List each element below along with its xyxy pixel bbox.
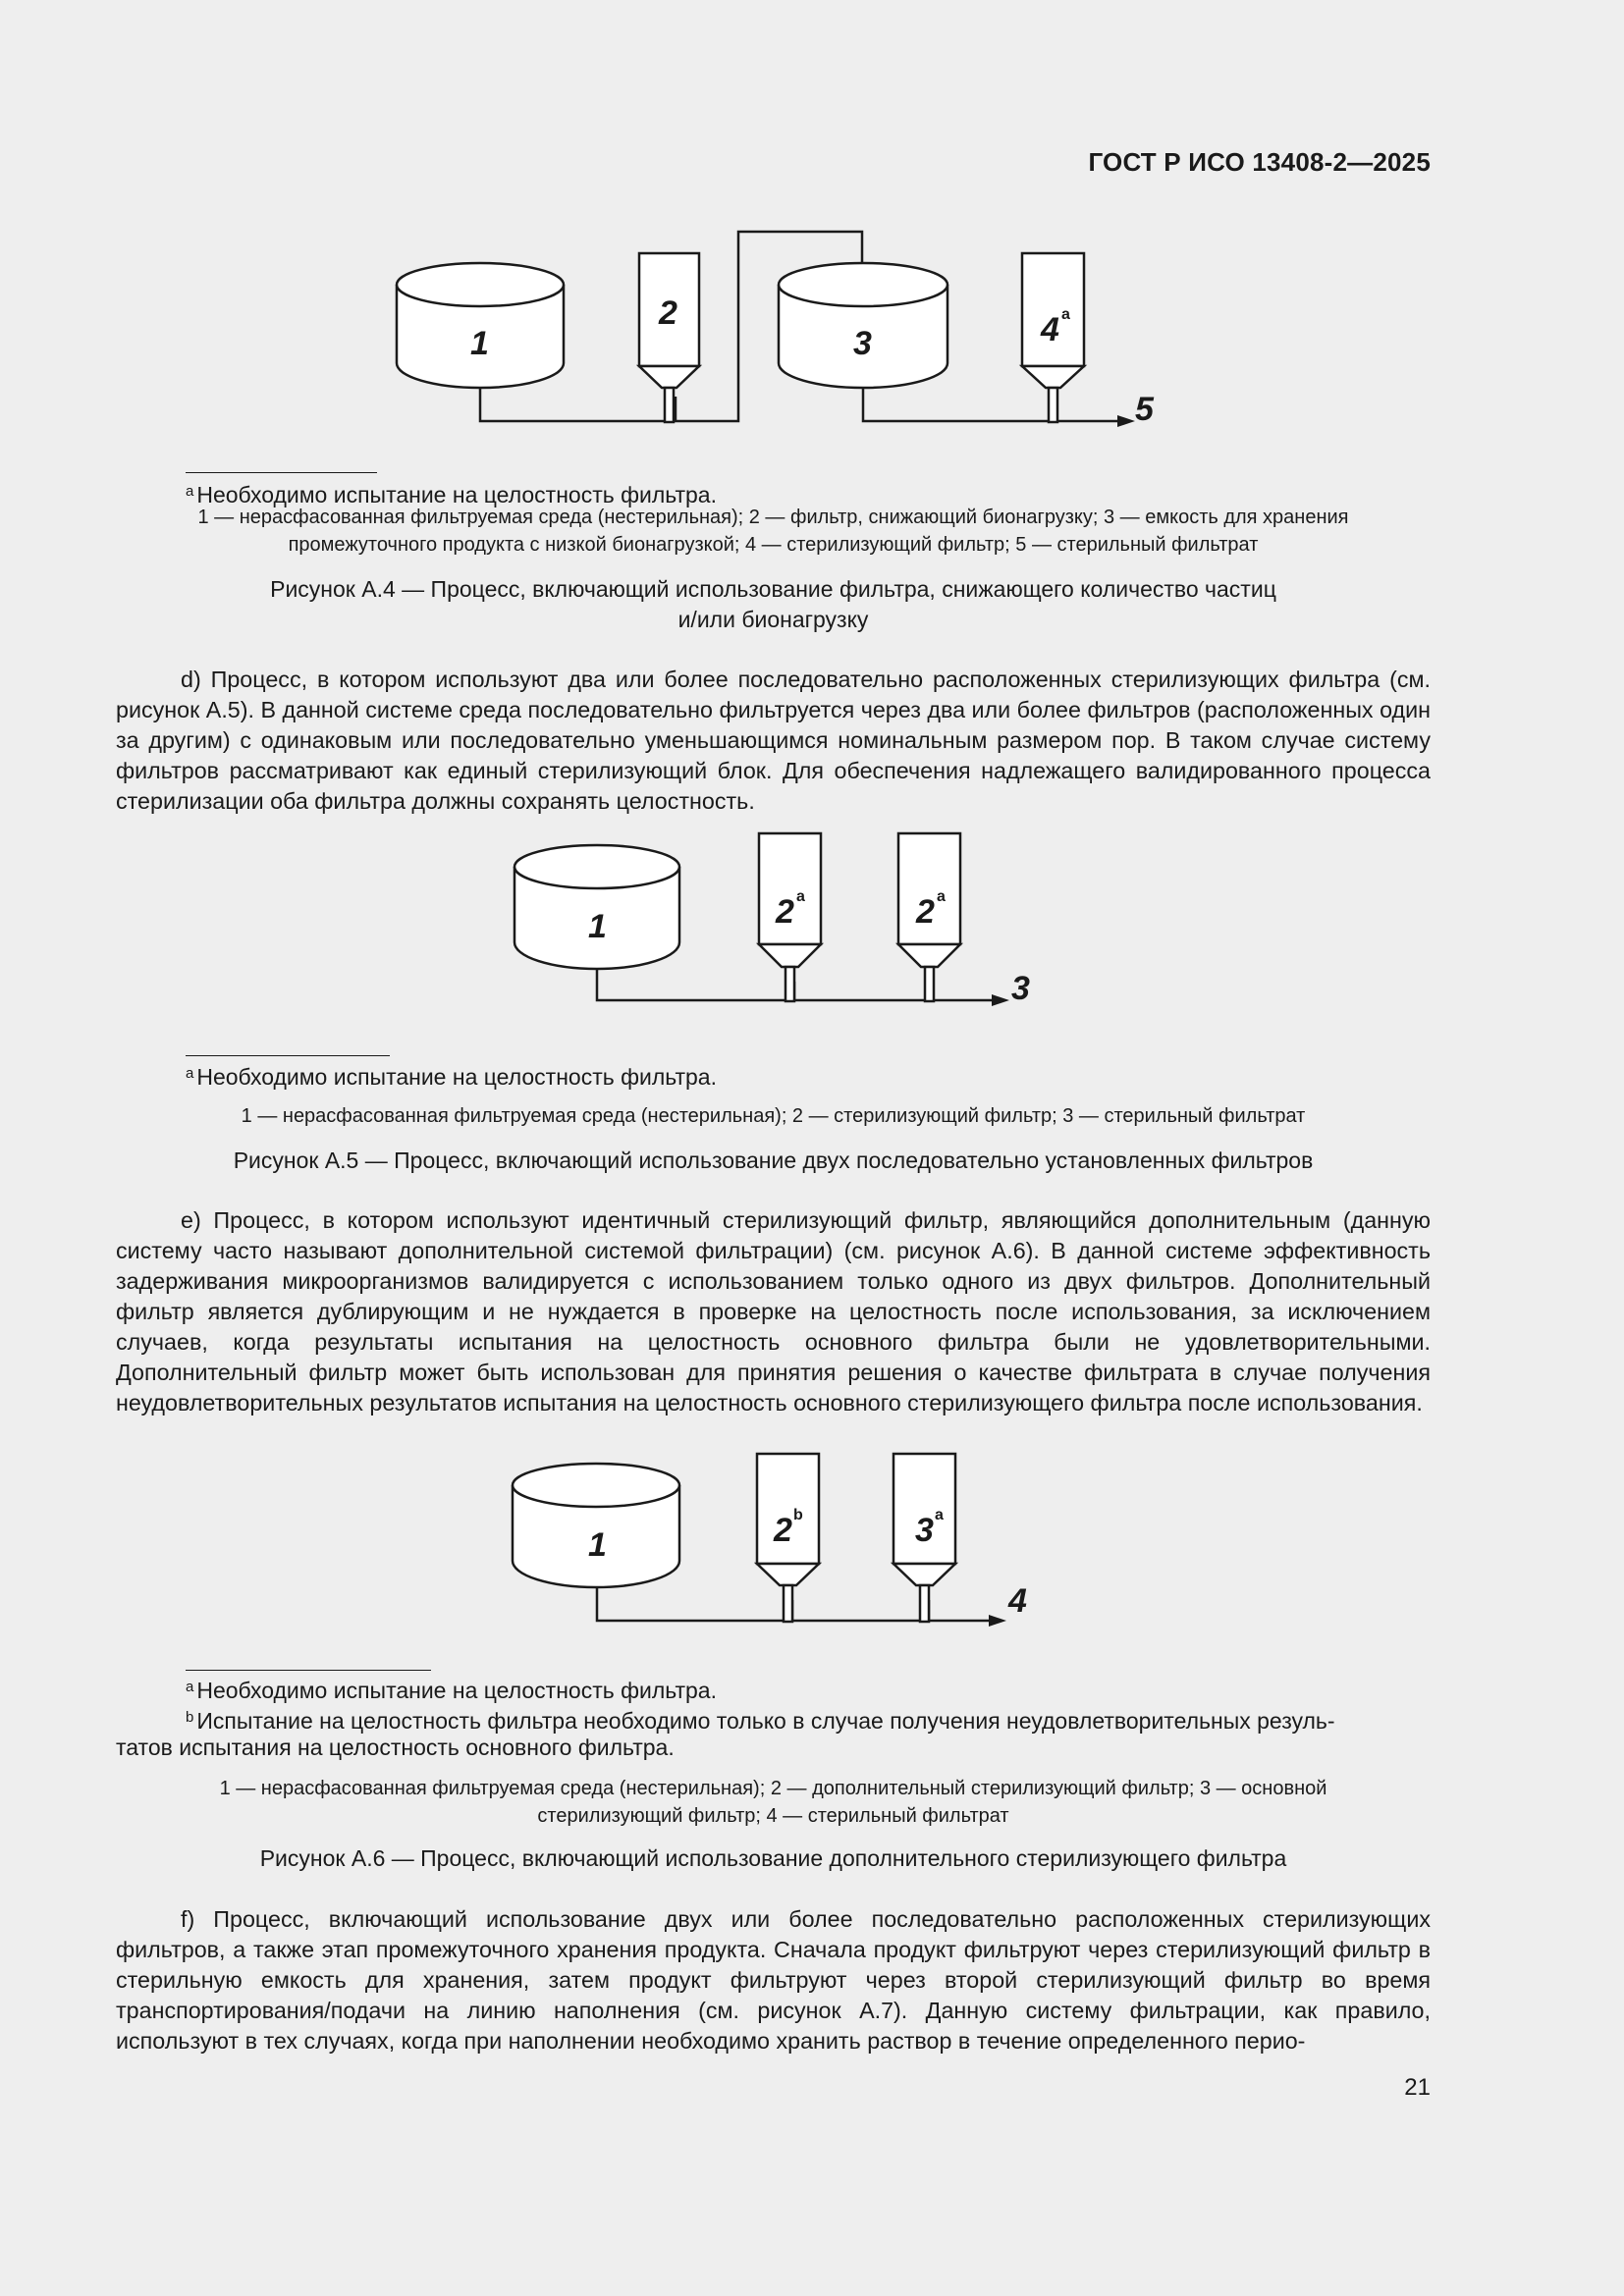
footnote-a: $^a$ Необходимо испытание на целостность фильтра.	[186, 482, 717, 507]
label-5: 5	[1135, 391, 1154, 428]
label-2-first-superscript: a	[796, 888, 805, 905]
filter-3-outlet	[920, 1585, 929, 1622]
paragraph-e: e) Процесс, в котором используют идентичный стерилизующий фильтр, являющийся дополнительным (данную систему часто называют дополнительной системой фильтрации) (см. рисунок А.6). В данной системе эффективность задерживания микроорганизмов валидируется с использованием только одного из двух фильтров. Дополнительный фильтр является дублирующим и не нуждается в проверке на целостность после использования, за исключением случаев, когда результаты испытания на целостность основного фильтра были не удовлетворительными. Дополнительный фильтр может быть использован для принятия решения о качестве фильтрата в случае получения неудовлетворительных результатов испытания на целостность основного стерилизующего фильтра после использования.	[116, 1207, 1431, 1415]
footnote-a: $^a$ Необходимо испытание на целостность фильтра.	[186, 1678, 717, 1703]
figure-a6-legend: 1 — нерасфасованная фильтруемая среда (нестерильная); 2 — дополнительный стерилизующий фильтр; 3 — основной стерилизующий фильтр; 4 — стерильный фильтрат	[219, 1778, 1327, 1827]
label-3-superscript: a	[935, 1507, 944, 1523]
figure-a6-caption: Рисунок А.6 — Процесс, включающий использование дополнительного стерилизующего фильтра	[259, 1845, 1287, 1871]
figure-a4-caption: Рисунок А.4 — Процесс, включающий использование фильтра, снижающего количество частиц и/или бионагрузку	[270, 576, 1276, 632]
label-4-superscript: a	[1061, 306, 1070, 323]
label-3: 3	[853, 325, 872, 362]
footnote-b-continuation: татов испытания на целостность основного фильтра.	[116, 1735, 675, 1760]
label-3: 3	[1011, 970, 1030, 1007]
label-4: 4	[1008, 1582, 1027, 1620]
label-4: 4	[1041, 311, 1059, 348]
label-3: 3	[915, 1512, 934, 1549]
filter-2-outlet	[784, 1585, 792, 1622]
paragraph-f: f) Процесс, включающий использование двух или более последовательно расположенных стерилизующих фильтров, а также этап промежуточного хранения продукта. Сначала продукт фильтруют через стерилизующий фильтр в стерильную емкость для хранения, затем продукт фильтруют через второй стерилизующий фильтр во время транспортирования/подачи на линию наполнения (см. рисунок А.7). Данную систему фильтрации, как правило, используют в тех случаях, когда при наполнении необходимо хранить раствор в течение определенного перио-	[116, 1906, 1431, 2054]
page-number: 21	[1404, 2074, 1431, 2101]
label-2: 2	[659, 294, 677, 332]
label-1: 1	[588, 1526, 607, 1564]
label-2-second-superscript: a	[937, 888, 946, 905]
outflow-arrow-icon	[989, 1615, 1006, 1627]
label-2: 2	[774, 1512, 792, 1549]
document-code: ГОСТ Р ИСО 13408-2—2025	[1088, 147, 1431, 177]
footnote-b: $^b$ Испытание на целостность фильтра необходимо только в случае получения неудовлетворительных резуль-	[186, 1708, 1335, 1734]
label-2-first: 2	[776, 893, 794, 931]
figure-a5-caption: Рисунок А.5 — Процесс, включающий использование двух последовательно установленных фильтров	[233, 1148, 1314, 1173]
label-1: 1	[470, 325, 489, 362]
filter-3-cone	[893, 1564, 955, 1585]
label-2-second: 2	[916, 893, 935, 931]
figure-a4-legend: 1 — нерасфасованная фильтруемая среда (нестерильная); 2 — фильтр, снижающий бионагрузку; 3 — емкость для хранения промежуточного продукта с низкой бионагрузкой; 4 — стерилизующий фильтр; 5 — стерильный фильтрат	[197, 507, 1349, 556]
footnote-separator	[186, 1670, 431, 1671]
tank-1-top	[513, 1464, 679, 1507]
footnote-a: $^a$ Необходимо испытание на целостность фильтра.	[186, 1064, 717, 1090]
paragraph-d: d) Процесс, в котором используют два или более последовательно расположенных стерилизующих фильтра (см. рисунок А.5). В данной системе среда последовательно фильтруется через два или более фильтров (расположенных один за другим) с одинаковым или последовательно уменьшающимся номинальным размером пор. В таком случае систему фильтров рассматривают как единый стерилизующий блок. Для обеспечения надлежащего валидированного процесса стерилизации оба фильтра должны сохранять целостность.	[116, 667, 1431, 814]
figure-a5-legend: 1 — нерасфасованная фильтруемая среда (нестерильная); 2 — стерилизующий фильтр; 3 — стерильный фильтрат	[241, 1105, 1306, 1127]
filter-2-cone	[757, 1564, 819, 1585]
label-2-superscript: b	[793, 1507, 803, 1523]
label-1: 1	[588, 908, 607, 945]
